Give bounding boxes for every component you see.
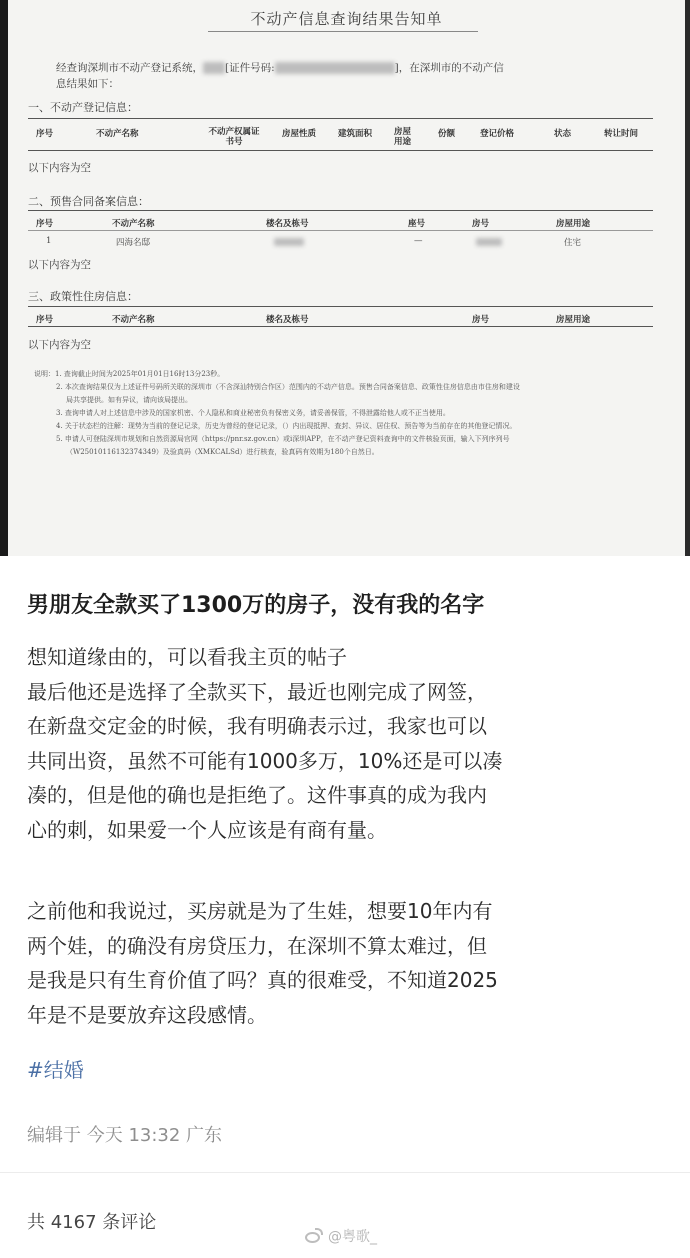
section3-rule-bottom — [28, 326, 653, 327]
row-cell: 住宅 — [564, 238, 582, 248]
note-line: 3. 查询申请人对上述信息中涉及的国家机密、个人隐私和商业秘密负有保密义务，请妥善保管，不得泄露给他人或不正当使用。 — [56, 409, 450, 417]
photo-edge-right — [685, 0, 690, 556]
note-line: 局共享提供。如有异议，请向该局提出。 — [66, 396, 192, 404]
header-cell: 房号 — [472, 219, 490, 229]
paragraph-line: 最后他还是选择了全款买下，最近也刚完成了网签， — [27, 679, 487, 704]
intro-text-2: [证件号码: — [225, 62, 275, 74]
title-underline — [208, 31, 478, 32]
section1-rule-bottom — [28, 150, 653, 151]
header-cell: 不动产名称 — [112, 219, 155, 229]
header-cell: 不动产权属证书号 — [208, 127, 260, 147]
row-cell: 1 — [46, 236, 52, 246]
paragraph-line: 在新盘交定金的时候，我有明确表示过，我家也可以 — [27, 714, 487, 738]
section1-empty-note: 以下内容为空 — [28, 162, 91, 174]
weibo-watermark — [304, 1226, 377, 1246]
section1-rule-top — [28, 118, 653, 119]
header-cell: 房屋性质 — [282, 129, 317, 139]
note-line: 5. 申请人可登陆深圳市规划和自然资源局官网（https://pnr.sz.gov.cn）或i深圳APP，在不动产登记资料查询中的文件核验页面，输入下列序列号 — [56, 435, 510, 443]
section2-rule-mid — [28, 230, 653, 231]
header-cell: 登记价格 — [480, 129, 515, 139]
section3-rule-top — [28, 306, 653, 307]
header-cell: 楼名及栋号 — [266, 315, 309, 325]
note-line: （W25010116132374349）及验真码（XMKCALSd）进行核查，验真码有效期为180个自然日。 — [66, 448, 379, 456]
document-title: 不动产信息查询结果告知单 — [250, 10, 443, 28]
post-meta: 编辑于 今天 13:32 广东 — [27, 1125, 223, 1146]
paragraph-line: 之前他和我说过，买房就是为了生娃，想要10年内有 — [27, 899, 493, 923]
section2-rule-top — [28, 210, 653, 211]
post-title: 男朋友全款买了1300万的房子，没有我的名字 — [27, 593, 485, 618]
section-divider — [0, 1172, 690, 1173]
header-cell: 房屋用途 — [556, 219, 591, 229]
section2-title: 二、预售合同备案信息： — [28, 195, 149, 208]
note-line: 2. 本次查询结果仅为上述证件号码所关联的深圳市（不含深汕特别合作区）范围内的不动产信息。预售合同备案信息、政策性住房信息由市住房和建设 — [56, 383, 520, 391]
header-cell: 楼名及栋号 — [266, 219, 309, 229]
document-photo[interactable] — [0, 0, 690, 556]
hashtag-link[interactable]: #结婚 — [27, 1058, 84, 1082]
document-intro — [56, 60, 616, 92]
section3-title: 三、政策性住房信息： — [28, 290, 138, 303]
header-cell: 序号 — [36, 129, 54, 139]
paragraph-line: 凑的，但是他的确也是拒绝了。这件事真的成为我内 — [27, 783, 487, 807]
paragraph-line: 年是不是要放弃这段感情。 — [27, 1002, 267, 1027]
header-cell: 转让时间 — [604, 129, 639, 139]
header-cell: 状态 — [554, 129, 572, 139]
photo-edge-left — [0, 0, 8, 556]
intro-text-4: 息结果如下： — [56, 78, 119, 90]
redacted-name — [203, 62, 225, 74]
note-line: 4. 关于状态栏的注解：现势为当前的登记记录，历史为曾经的登记记录，（）内出现抵押、查封、异议、居住权、预告等为当前存在的其他登记情况。 — [56, 422, 517, 430]
redacted-id — [275, 62, 395, 74]
section1-title: 一、不动产登记信息： — [28, 101, 138, 114]
header-cell: 序号 — [36, 315, 54, 325]
row-cell: 四海名邸 — [116, 238, 151, 248]
paragraph-line: 两个娃，的确没有房贷压力，在深圳不算太难过，但 — [27, 933, 487, 958]
weibo-icon — [304, 1228, 324, 1244]
section3-empty-note: 以下内容为空 — [28, 339, 91, 351]
header-cell: 不动产名称 — [96, 129, 139, 139]
header-cell: 份额 — [438, 129, 456, 139]
note-line: 说明：1. 查询截止时间为2025年01月01日16时13分23秒。 — [34, 370, 225, 378]
post-paragraph-2 — [27, 894, 672, 1032]
intro-text-3: ]，在深圳市的不动产信 — [394, 62, 504, 74]
paragraph-line: 是我是只有生育价值了吗？真的很难受，不知道2025 — [27, 968, 498, 992]
header-cell: 不动产名称 — [112, 315, 155, 325]
header-cell: 房号 — [472, 315, 490, 325]
paragraph-line: 共同出资，虽然不可能有1000多万，10%还是可以凑 — [27, 748, 503, 773]
document-notes — [34, 368, 664, 459]
post-paragraph-1 — [27, 640, 672, 847]
row-cell: — — [414, 236, 423, 246]
header-cell: 房屋用途 — [394, 127, 412, 147]
intro-text-1: 经查询深圳市不动产登记系统， — [56, 62, 203, 74]
section2-empty-note: 以下内容为空 — [28, 259, 91, 271]
comment-count[interactable]: 共 4167 条评论 — [27, 1212, 157, 1233]
header-cell: 建筑面积 — [338, 129, 373, 139]
header-cell: 序号 — [36, 219, 54, 229]
header-cell: 座号 — [408, 219, 426, 229]
document-paper — [8, 0, 685, 556]
paragraph-line: 想知道缘由的，可以看我主页的帖子 — [27, 645, 347, 669]
watermark-text: @粤歌_ — [328, 1229, 377, 1245]
header-cell: 房屋用途 — [556, 315, 591, 325]
paragraph-line: 心的刺，如果爱一个人应该是有商有量。 — [27, 817, 387, 842]
